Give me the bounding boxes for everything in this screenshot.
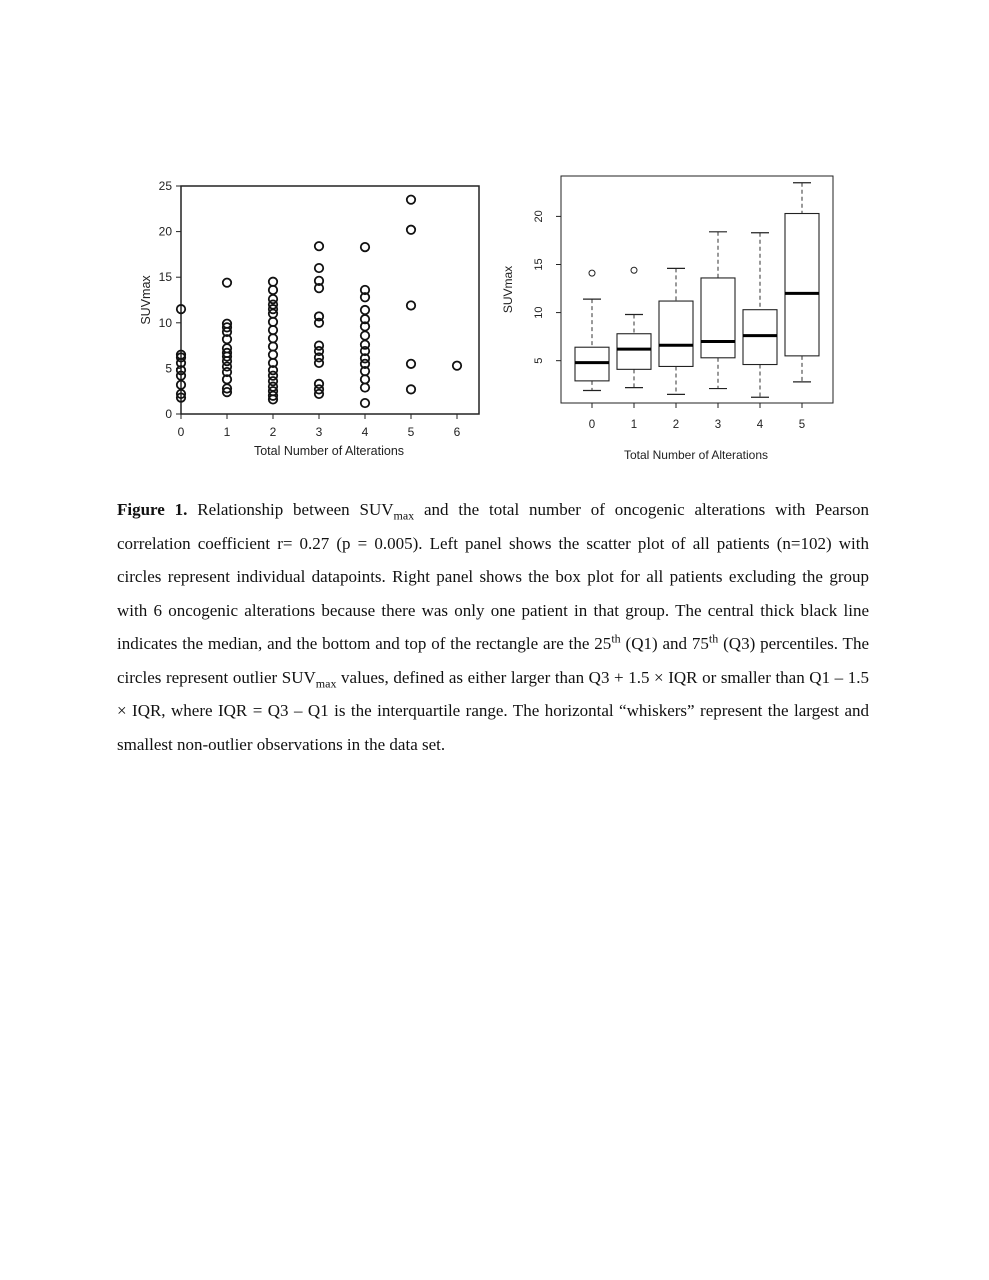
iqr-box [617, 334, 651, 370]
x-tick-label: 1 [223, 425, 231, 439]
x-tick-label: 3 [714, 419, 722, 431]
figure-label: Figure 1. [117, 500, 188, 519]
y-tick-label: 20 [533, 210, 545, 223]
caption-sub-1: max [393, 508, 415, 523]
caption-sup-1: th [611, 631, 621, 646]
caption-text-5: values, defined as either larger than Q3 + 1.5 × IQR or smaller than Q1 – 1.5 × IQR, where IQR = Q3 – Q1 is the interquartile range. The horizontal “whiskers” represent the largest and smallest non-outlier observations in the data set. [117, 667, 869, 754]
x-axis-label: Total Number of Alterations [253, 444, 405, 458]
caption-text-2: and the total number of oncogenic alterations with Pearson correlation coefficient r= 0.27 (p = 0.005). Left panel shows the scatter plot of all patients (n=102) with circles represent individual datapoints. Right panel shows the box plot for all patients excluding the group with 6 oncogenic alterations because there was only one patient in that group. The central thick black line indicates the median, and the bottom and top of the rectangle are the 25 [117, 500, 869, 653]
caption-paragraph [117, 493, 869, 761]
x-tick-label: 4 [361, 425, 369, 439]
x-tick-label: 5 [407, 425, 415, 439]
y-axis-label: SUVmax [139, 275, 153, 325]
iqr-box [659, 301, 693, 366]
x-tick-label: 1 [630, 419, 638, 431]
y-tick-label: 10 [533, 306, 545, 319]
caption-text-4: (Q3) percentiles. The circles represent outlier SUV [117, 634, 869, 687]
caption-sup-2: th [708, 631, 719, 646]
y-tick-label: 5 [165, 361, 172, 376]
caption-sub-2: max [315, 675, 337, 690]
outlier-point [589, 270, 595, 276]
x-tick-label: 2 [672, 419, 680, 431]
x-tick-label: 2 [269, 425, 277, 439]
y-tick-label: 15 [158, 270, 172, 285]
y-axis-label: SUVmax [501, 265, 515, 314]
x-tick-label: 4 [756, 419, 764, 431]
y-tick-label: 15 [533, 258, 545, 271]
iqr-box [785, 214, 819, 356]
y-tick-label: 20 [158, 224, 172, 239]
y-tick-label: 10 [158, 315, 172, 330]
x-tick-label: 6 [453, 425, 461, 439]
y-tick-label: 0 [165, 407, 172, 421]
iqr-box [701, 278, 735, 358]
outlier-point [631, 267, 637, 273]
caption-text-3: (Q1) and 75 [620, 634, 709, 653]
x-axis-label: Total Number of Alterations [623, 448, 769, 462]
figure-caption [117, 493, 869, 761]
x-tick-label: 5 [798, 419, 806, 431]
y-tick-label: 5 [533, 357, 545, 364]
x-tick-label: 3 [315, 425, 323, 439]
box-plot [0, 0, 989, 480]
caption-text-1: Relationship between SUV [187, 500, 394, 519]
x-tick-label: 0 [177, 425, 185, 439]
y-tick-label: 25 [158, 179, 172, 193]
x-tick-label: 0 [588, 419, 596, 431]
